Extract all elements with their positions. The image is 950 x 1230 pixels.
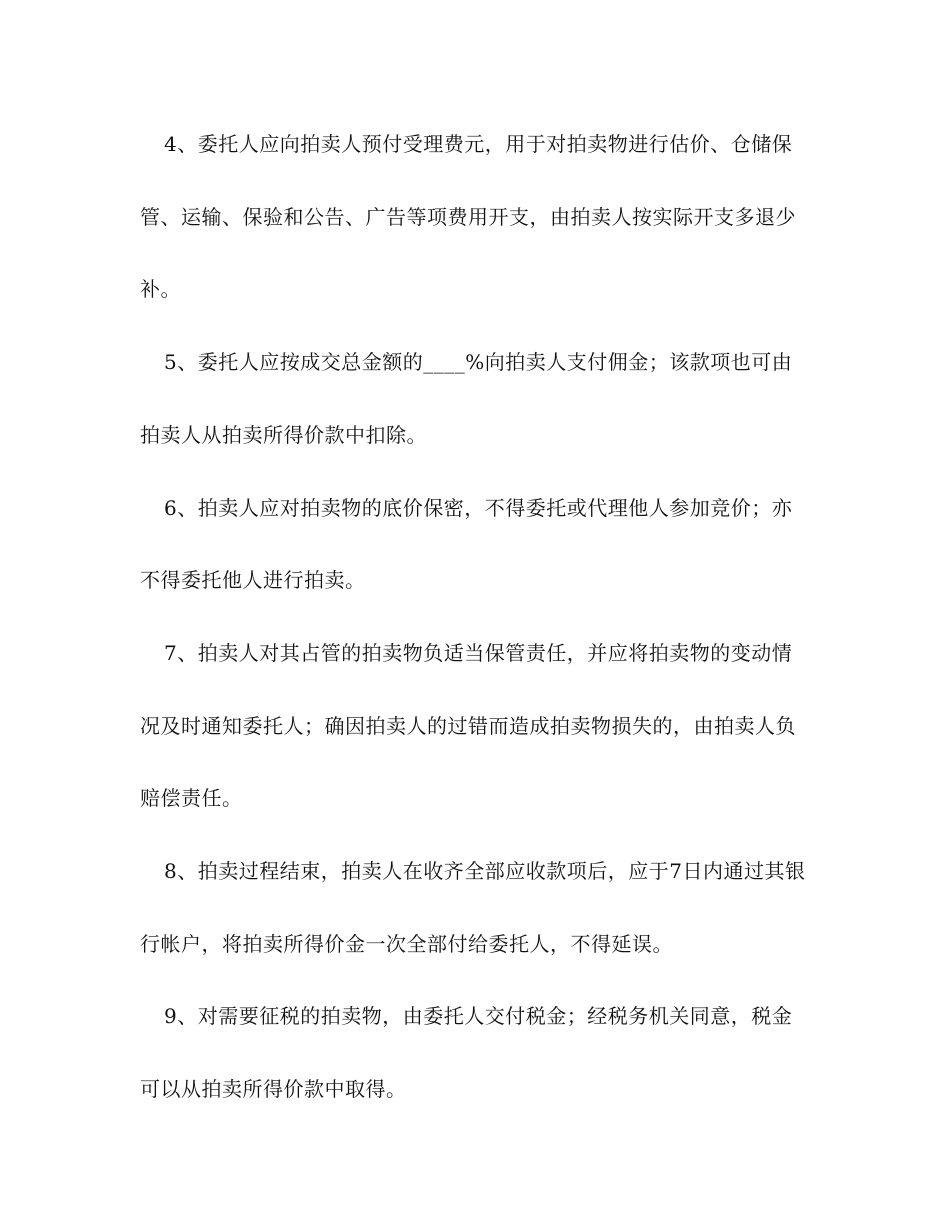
- document-body: [140, 108, 810, 1126]
- clause-6: 6、拍卖人应对拍卖物的底价保密，不得委托或代理他人参加竞价；亦不得委托他人进行拍卖。: [140, 495, 793, 593]
- clause-4: 4、委托人应向拍卖人预付受理费元，用于对拍卖物进行估价、仓储保管、运输、保验和公告、广告等项费用开支，由拍卖人按实际开支多退少补。: [140, 132, 796, 302]
- clause-7: 7、拍卖人对其占管的拍卖物负适当保管责任，并应将拍卖物的变动情况及时通知委托人；确因拍卖人的过错而造成拍卖物损失的，由拍卖人负赔偿责任。: [140, 640, 796, 811]
- clause-8: 8、拍卖过程结束，拍卖人在收齐全部应收款项后，应于7日内通过其银行帐户，将拍卖所得价金一次全部付给委托人，不得延误。: [140, 859, 806, 956]
- clause-5: 5、委托人应按成交总金额的____%向拍卖人支付佣金；该款项也可由拍卖人从拍卖所得价款中扣除。: [140, 350, 793, 447]
- clause-9: 9、对需要征税的拍卖物，由委托人交付税金；经税务机关同意，税金可以从拍卖所得价款中取得。: [140, 1004, 793, 1102]
